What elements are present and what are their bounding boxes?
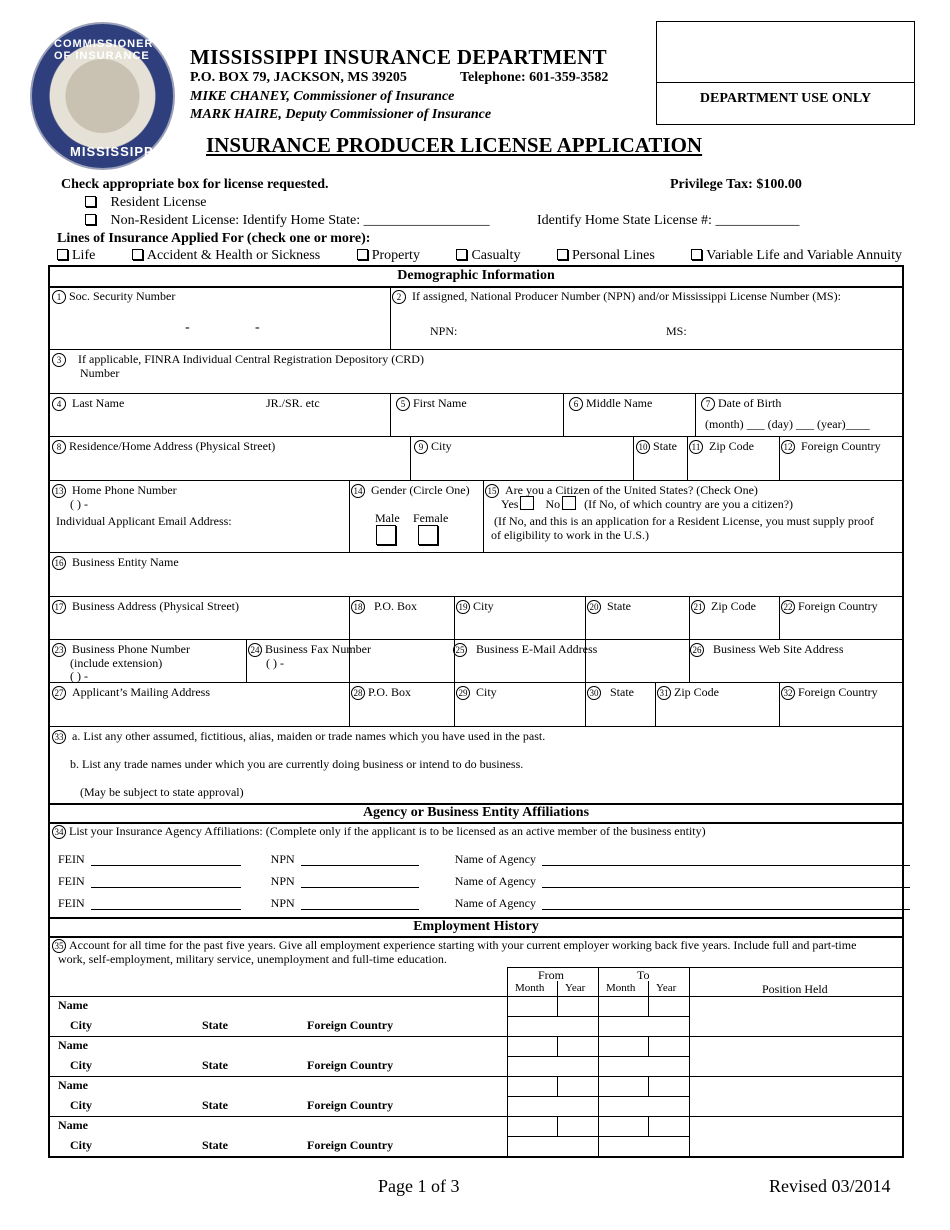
employer-1-name[interactable]: Name: [58, 998, 88, 1012]
variable-checkbox[interactable]: [691, 249, 702, 260]
to-header: To: [637, 968, 650, 982]
gender-female[interactable]: Female: [413, 511, 449, 525]
field-email[interactable]: Individual Applicant Email Address:: [56, 514, 232, 528]
field-business-country[interactable]: 22 Foreign Country: [781, 599, 878, 614]
employer-4-city[interactable]: City: [70, 1138, 92, 1152]
field-business-fax[interactable]: 24 Business Fax Number: [248, 642, 371, 657]
license-instruction: Check appropriate box for license requested.: [61, 177, 329, 192]
from-month-header: Month: [515, 982, 545, 994]
accident-health-checkbox[interactable]: [132, 249, 143, 260]
line-option-personal-lines[interactable]: [557, 248, 655, 264]
from-year-header: Year: [565, 982, 586, 994]
npn-label: NPN:: [430, 324, 458, 338]
employment-heading: Employment History: [413, 919, 539, 934]
employer-3-name[interactable]: Name: [58, 1078, 88, 1092]
field-business-website[interactable]: 26 Business Web Site Address: [690, 642, 843, 657]
commissioner-name: MIKE CHANEY, Commissioner of Insurance: [190, 89, 455, 104]
field-npn-ms[interactable]: 2 If assigned, National Producer Number (NPN) and/or Mississippi License Number (MS):: [392, 289, 841, 304]
citizen-country-note: (If No, of which country are you a citizen?): [584, 497, 794, 511]
crd-number-label: Number: [80, 366, 120, 380]
to-year-header: Year: [656, 982, 677, 994]
privilege-tax: Privilege Tax: $100.00: [670, 177, 802, 192]
field-mailing-zip[interactable]: 31 Zip Code: [657, 685, 719, 700]
field-trade-names[interactable]: b. List any trade names under which you are currently doing business or intend to do business.: [70, 757, 524, 771]
to-month-header: Month: [606, 982, 636, 994]
demographic-heading: Demographic Information: [397, 268, 555, 283]
agency-row-1[interactable]: FEIN NPN Name of Agency: [58, 852, 910, 866]
gender-male[interactable]: Male: [375, 511, 400, 525]
field-mailing-city[interactable]: 29 City: [456, 685, 497, 700]
dob-format: (month) ___ (day) ___ (year)____: [705, 417, 870, 431]
employer-2-name[interactable]: Name: [58, 1038, 88, 1052]
citizen-proof-line-2: of eligibility to work in the U.S.): [491, 528, 649, 542]
resident-checkbox[interactable]: [85, 196, 96, 207]
field-business-city[interactable]: 19 City: [456, 599, 494, 614]
department-name: MISSISSIPPI INSURANCE DEPARTMENT: [190, 45, 607, 69]
field-business-state[interactable]: 20 State: [587, 599, 631, 614]
employer-1-city[interactable]: City: [70, 1018, 92, 1032]
life-checkbox[interactable]: [57, 249, 68, 260]
state-approval-note: (May be subject to state approval): [80, 785, 244, 799]
field-residence-zip[interactable]: 11 Zip Code: [689, 439, 754, 454]
nonresident-label: Non-Resident License: Identify Home State: __________________: [110, 213, 490, 228]
employer-4-state[interactable]: State: [202, 1138, 228, 1152]
lines-options: [57, 248, 902, 264]
field-mailing-country[interactable]: 32 Foreign Country: [781, 685, 878, 700]
field-middle-name[interactable]: 6 Middle Name: [569, 396, 652, 411]
employer-2-city[interactable]: City: [70, 1058, 92, 1072]
field-mailing-address[interactable]: 27 Applicant’s Mailing Address: [52, 685, 210, 700]
field-other-names[interactable]: 33 a. List any other assumed, fictitious, alias, maiden or trade names which you have used in the past.: [52, 729, 545, 744]
employer-1-country[interactable]: Foreign Country: [307, 1018, 394, 1032]
employer-3-country[interactable]: Foreign Country: [307, 1098, 394, 1112]
citizenship-options: [501, 496, 793, 511]
field-last-name[interactable]: 4 Last Name: [52, 396, 124, 411]
male-checkbox[interactable]: [376, 525, 396, 545]
resident-license-option[interactable]: [85, 195, 207, 211]
nonresident-checkbox[interactable]: [85, 214, 96, 225]
home-phone-format: ( ) -: [70, 497, 88, 511]
form-frame: [48, 265, 904, 1158]
employer-3-city[interactable]: City: [70, 1098, 92, 1112]
field-date-of-birth[interactable]: 7 Date of Birth: [701, 396, 781, 411]
field-business-email[interactable]: 25 Business E-Mail Address: [453, 642, 597, 657]
field-agency-affiliations[interactable]: 34 List your Insurance Agency Affiliations: (Complete only if the applicant is to be licensed as an active member of the business entity): [52, 824, 706, 839]
agency-heading: Agency or Business Entity Affiliations: [362, 805, 590, 820]
page-number: Page 1 of 3: [378, 1176, 460, 1196]
female-checkbox[interactable]: [418, 525, 438, 545]
ssn-dash-1: -: [185, 320, 190, 335]
field-mailing-state[interactable]: 30 State: [587, 685, 634, 700]
property-checkbox[interactable]: [357, 249, 368, 260]
ms-label: MS:: [666, 324, 687, 338]
agency-row-3[interactable]: FEIN NPN Name of Agency: [58, 896, 910, 910]
casualty-label: Casualty: [471, 248, 521, 263]
life-label: Life: [72, 248, 96, 263]
field-business-po-box[interactable]: 18 P.O. Box: [351, 599, 417, 614]
field-business-address[interactable]: 17 Business Address (Physical Street): [52, 599, 239, 614]
deputy-name: MARK HAIRE, Deputy Commissioner of Insurance: [190, 107, 492, 122]
department-telephone: Telephone: 601-359-3582: [460, 70, 609, 85]
resident-label: Resident License: [110, 195, 207, 210]
field-home-phone[interactable]: 13 Home Phone Number: [52, 483, 177, 498]
employer-2-state[interactable]: State: [202, 1058, 228, 1072]
field-crd[interactable]: 3 If applicable, FINRA Individual Central Registration Depository (CRD): [52, 352, 424, 367]
field-business-phone[interactable]: 23 Business Phone Number: [52, 642, 190, 657]
line-option-casualty[interactable]: [456, 248, 520, 264]
field-business-zip[interactable]: 21 Zip Code: [691, 599, 756, 614]
employer-3-state[interactable]: State: [202, 1098, 228, 1112]
personal-lines-checkbox[interactable]: [557, 249, 568, 260]
line-option-accident-health[interactable]: [132, 248, 320, 264]
ssn-dash-2: -: [255, 320, 260, 335]
citizen-proof-line-1: (If No, and this is an application for a Resident License, you must supply proof: [494, 514, 874, 528]
field-mailing-po-box[interactable]: 28 P.O. Box: [351, 685, 411, 700]
line-option-variable[interactable]: [691, 248, 902, 264]
line-option-life[interactable]: [57, 248, 95, 264]
field-residence-city[interactable]: 9 City: [414, 439, 452, 454]
eagle-emblem: [60, 52, 145, 140]
field-ssn[interactable]: 1 Soc. Security Number: [52, 289, 175, 304]
citizen-yes-checkbox[interactable]: [520, 496, 534, 510]
commissioner-seal: [30, 22, 175, 170]
variable-label: Variable Life and Variable Annuity: [706, 248, 902, 263]
jr-sr-label: JR./SR. etc: [266, 396, 320, 410]
casualty-checkbox[interactable]: [456, 249, 467, 260]
personal-lines-label: Personal Lines: [571, 248, 655, 263]
business-phone-format: ( ) -: [70, 669, 88, 683]
nonresident-license-option[interactable]: [85, 213, 490, 229]
field-first-name[interactable]: 5 First Name: [396, 396, 467, 411]
citizen-no-label: No: [545, 497, 561, 511]
field-residence-state[interactable]: 10 State: [636, 439, 677, 454]
agency-row-2[interactable]: FEIN NPN Name of Agency: [58, 874, 910, 888]
property-label: Property: [371, 248, 420, 263]
department-use-box: [656, 21, 915, 125]
business-phone-extension-note: (include extension): [70, 656, 163, 670]
from-header: From: [538, 968, 565, 982]
home-state-license-field[interactable]: Identify Home State License #: ____________: [537, 213, 800, 228]
field-citizenship[interactable]: 15 Are you a Citizen of the United States? (Check One): [485, 483, 758, 498]
field-residence-country[interactable]: 12 Foreign Country: [781, 439, 881, 454]
line-option-property[interactable]: [357, 248, 420, 264]
position-header: Position Held: [762, 982, 828, 996]
seal-top-text: COMMISSIONER OF INSURANCE: [54, 38, 154, 62]
employer-4-name[interactable]: Name: [58, 1118, 88, 1132]
employment-instructions-2: work, self-employment, military service, unemployment and full-time education.: [58, 952, 447, 966]
department-use-label: DEPARTMENT USE ONLY: [699, 91, 872, 106]
business-fax-format: ( ) -: [266, 656, 284, 670]
employer-4-country[interactable]: Foreign Country: [307, 1138, 394, 1152]
citizen-yes-label: Yes: [501, 497, 519, 511]
department-address: P.O. BOX 79, JACKSON, MS 39205: [190, 70, 407, 85]
form-title: INSURANCE PRODUCER LICENSE APPLICATION: [206, 133, 703, 157]
field-gender[interactable]: 14 Gender (Circle One): [351, 483, 470, 498]
accident-health-label: Accident & Health or Sickness: [146, 248, 321, 263]
revision-date: Revised 03/2014: [769, 1176, 891, 1196]
employer-2-country[interactable]: Foreign Country: [307, 1058, 394, 1072]
employment-instructions: 35 Account for all time for the past five years. Give all employment experience starting with your current employer working back five years. Include full and part-time: [52, 938, 856, 953]
lines-heading: Lines of Insurance Applied For (check one or more):: [57, 231, 371, 246]
citizen-no-checkbox[interactable]: [562, 496, 576, 510]
field-residence-address[interactable]: 8 Residence/Home Address (Physical Street): [52, 439, 275, 454]
field-business-entity-name[interactable]: 16 Business Entity Name: [52, 555, 179, 570]
employer-1-state[interactable]: State: [202, 1018, 228, 1032]
seal-bottom-text: MISSISSIPPI: [70, 144, 159, 159]
